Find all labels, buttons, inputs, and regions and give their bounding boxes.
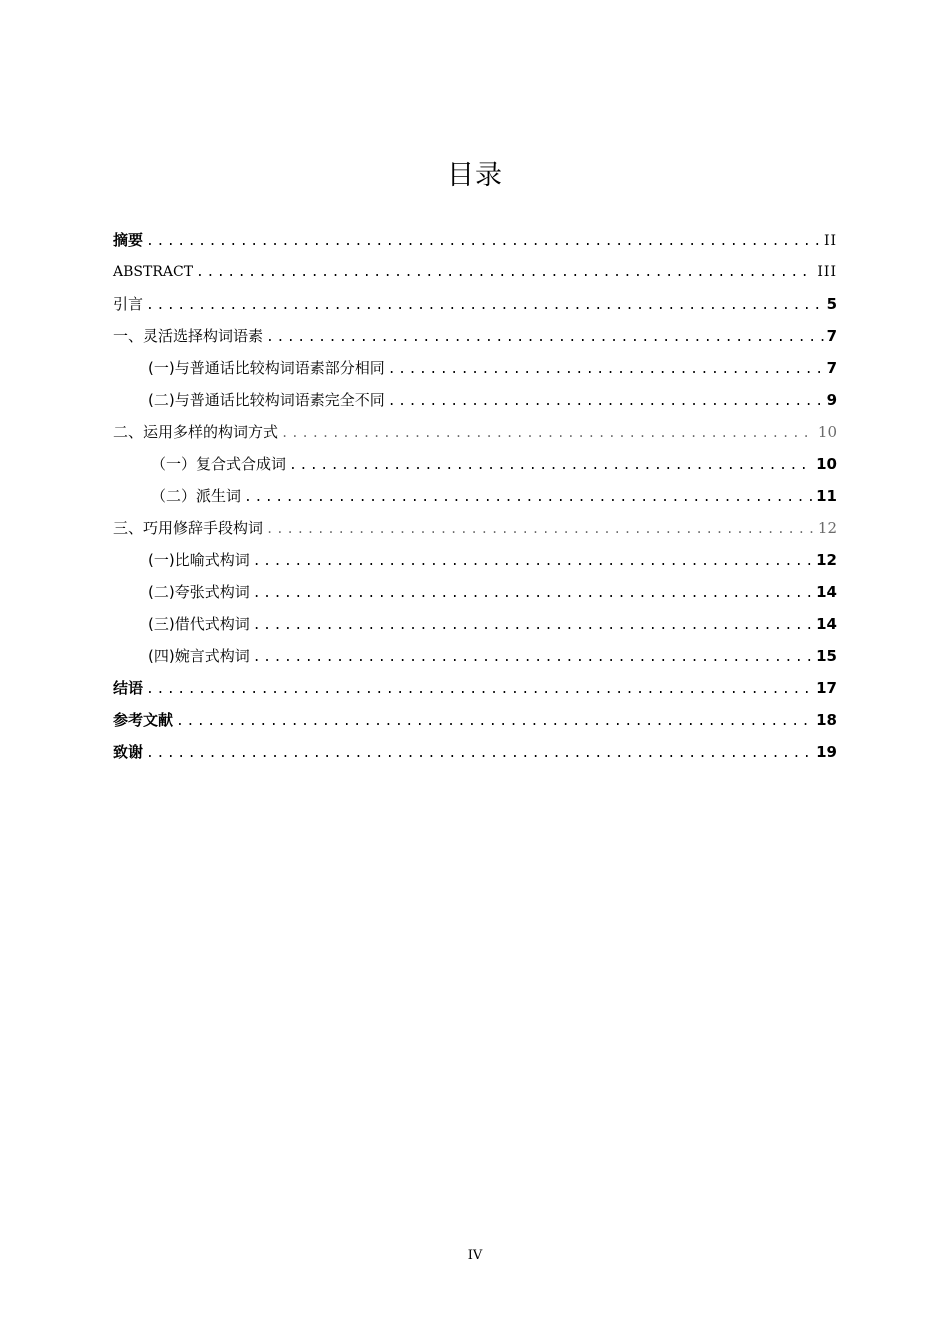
toc-entry-page: 18 bbox=[816, 711, 837, 729]
page-title: 目录 bbox=[447, 160, 503, 191]
toc-entry-label: (一)与普通话比较构词语素部分相同 bbox=[148, 359, 385, 377]
toc-entry-page: 15 bbox=[816, 647, 837, 665]
toc-dot-leader bbox=[176, 706, 813, 738]
toc-entry-page: 7 bbox=[826, 327, 837, 345]
toc-entry-section-3-4[interactable] bbox=[113, 640, 837, 672]
toc-entry-label: (二)夸张式构词 bbox=[148, 583, 250, 601]
toc-dot-leader bbox=[253, 642, 813, 674]
toc-dot-leader bbox=[388, 386, 824, 418]
toc-entry-label: (四)婉言式构词 bbox=[148, 647, 250, 665]
toc-entry-label: 摘要 bbox=[113, 231, 144, 249]
toc-entry-page: 10 bbox=[816, 455, 837, 473]
toc-entry-chapter-1[interactable] bbox=[113, 320, 837, 352]
toc-entry-chapter-3[interactable] bbox=[113, 512, 837, 544]
toc-dot-leader bbox=[289, 450, 813, 482]
toc-entry-label: 三、巧用修辞手段构词 bbox=[113, 519, 264, 537]
toc-entry-label: 引言 bbox=[113, 295, 144, 313]
toc-entry-label: (三)借代式构词 bbox=[148, 615, 250, 633]
toc-entry-section-2-1[interactable] bbox=[113, 448, 837, 480]
toc-entry-label: ABSTRACT bbox=[113, 264, 194, 280]
toc-entry-page: 11 bbox=[816, 487, 837, 505]
toc-entry-page: 19 bbox=[816, 743, 837, 761]
toc-entry-abstract-en[interactable] bbox=[113, 256, 837, 288]
toc-dot-leader bbox=[266, 513, 815, 545]
toc-dot-leader bbox=[281, 417, 815, 449]
toc-entry-page: 7 bbox=[826, 359, 837, 377]
toc-entry-label: 参考文献 bbox=[113, 711, 174, 729]
toc-entry-label: (二)与普通话比较构词语素完全不同 bbox=[148, 391, 385, 409]
toc-dot-leader bbox=[146, 226, 821, 258]
toc-entry-page: 12 bbox=[817, 519, 837, 537]
table-of-contents bbox=[113, 224, 837, 768]
toc-dot-leader bbox=[253, 546, 813, 578]
toc-entry-page: 14 bbox=[816, 615, 837, 633]
toc-dot-leader bbox=[244, 482, 813, 514]
toc-entry-label: 二、运用多样的构词方式 bbox=[113, 423, 279, 441]
toc-entry-page: 5 bbox=[826, 295, 837, 313]
page-number-footer: IV bbox=[467, 1248, 483, 1263]
toc-entry-section-1-2[interactable] bbox=[113, 384, 837, 416]
toc-dot-leader bbox=[146, 738, 813, 770]
toc-entry-page: 10 bbox=[817, 423, 837, 441]
toc-dot-leader bbox=[253, 610, 813, 642]
toc-dot-leader bbox=[146, 674, 813, 706]
toc-entry-chapter-2[interactable] bbox=[113, 416, 837, 448]
toc-entry-label: 致谢 bbox=[113, 743, 144, 761]
toc-dot-leader bbox=[196, 257, 814, 289]
toc-entry-section-3-2[interactable] bbox=[113, 576, 837, 608]
toc-entry-page: II bbox=[823, 233, 837, 249]
toc-entry-acknowledgements[interactable] bbox=[113, 736, 837, 768]
toc-entry-page: 17 bbox=[816, 679, 837, 697]
toc-entry-label: (一)比喻式构词 bbox=[148, 551, 250, 569]
toc-entry-label: （一）复合式合成词 bbox=[151, 455, 287, 473]
toc-entry-page: 9 bbox=[826, 391, 837, 409]
toc-entry-abstract-cn[interactable] bbox=[113, 224, 837, 256]
toc-dot-leader bbox=[253, 578, 813, 610]
toc-dot-leader bbox=[266, 322, 824, 354]
toc-entry-section-3-3[interactable] bbox=[113, 608, 837, 640]
toc-entry-section-2-2[interactable] bbox=[113, 480, 837, 512]
toc-entry-page: 12 bbox=[816, 551, 837, 569]
toc-dot-leader bbox=[388, 354, 824, 386]
toc-entry-label: 一、灵活选择构词语素 bbox=[113, 327, 264, 345]
toc-dot-leader bbox=[146, 290, 824, 322]
toc-entry-conclusion[interactable] bbox=[113, 672, 837, 704]
toc-entry-page: 14 bbox=[816, 583, 837, 601]
toc-entry-label: 结语 bbox=[113, 679, 144, 697]
toc-entry-introduction[interactable] bbox=[113, 288, 837, 320]
toc-entry-page: III bbox=[817, 264, 837, 280]
toc-entry-references[interactable] bbox=[113, 704, 837, 736]
toc-entry-label: （二）派生词 bbox=[151, 487, 242, 505]
toc-entry-section-3-1[interactable] bbox=[113, 544, 837, 576]
toc-entry-section-1-1[interactable] bbox=[113, 352, 837, 384]
